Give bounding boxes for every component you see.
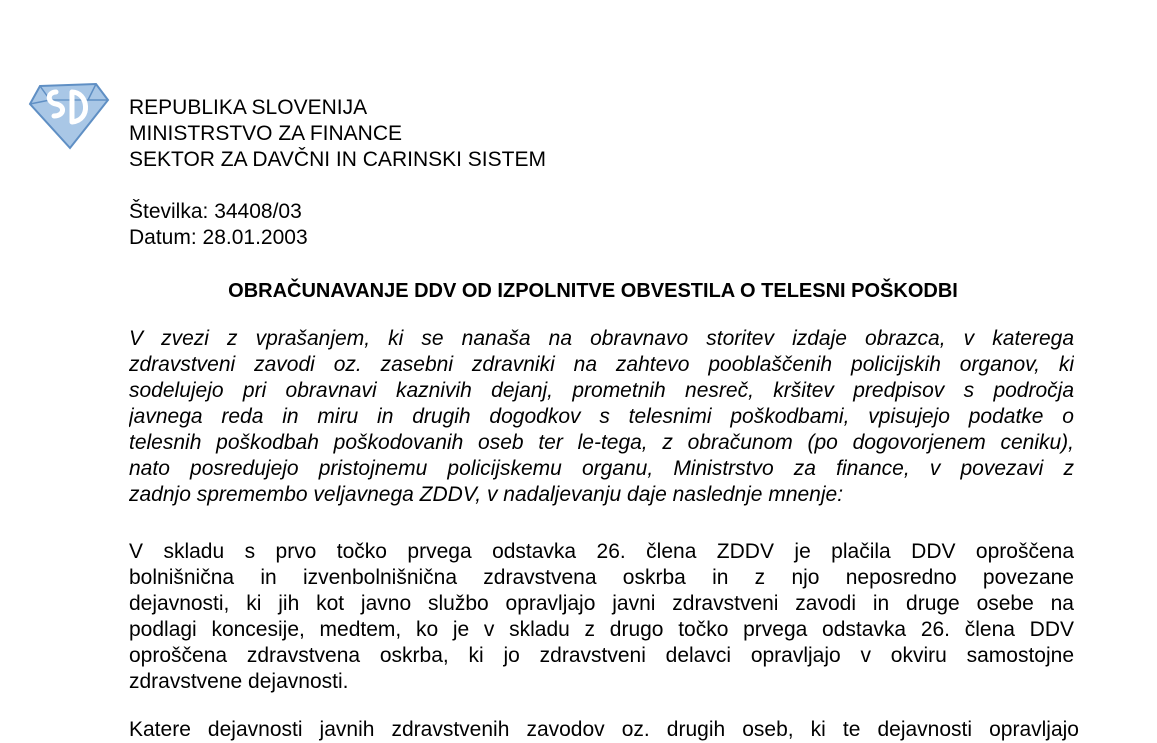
document-meta — [129, 199, 308, 251]
paragraph-line: oproščena zdravstvena oskrba, ki jo zdravstveni delavci opravljajo v okviru samostojne — [129, 644, 1074, 667]
header-republic: REPUBLIKA SLOVENIJA — [129, 96, 368, 119]
paragraph-line: bolnišnična in izvenbolnišnična zdravstvena oskrba in z njo neposredno povezane — [129, 566, 1074, 589]
paragraph-line: nato posredujejo pristojnemu policijskemu organu, Ministrstvo za finance, v povezavi z — [129, 457, 1074, 480]
document-number: Številka: 34408/03 — [129, 200, 302, 223]
paragraph-line: V zvezi z vprašanjem, ki se nanaša na obravnavo storitev izdaje obrazca, v katerega — [129, 327, 1074, 350]
paragraph-intro — [129, 326, 1074, 508]
header-sector: SEKTOR ZA DAVČNI IN CARINSKI SISTEM — [129, 148, 546, 171]
document-date: Datum: 28.01.2003 — [129, 226, 308, 249]
paragraph-line: V skladu s prvo točko prvega odstavka 26. člena ZDDV je plačila DDV oproščena — [129, 540, 1074, 563]
document-title: OBRAČUNAVANJE DDV OD IZPOLNITVE OBVESTILA O TELESNI POŠKODBI — [228, 280, 958, 302]
paragraph-line: zadnjo spremembo veljavnega ZDDV, v nadaljevanju daje naslednje mnenje: — [129, 483, 844, 506]
paragraph-line: zdravstvene dejavnosti. — [129, 670, 349, 693]
paragraph-line: zdravstveni zavodi oz. zasebni zdravniki na zahtevo pooblaščenih policijskih organov, ki — [129, 353, 1074, 376]
paragraph-line: telesnih poškodbah poškodovanih oseb ter le-tega, z obračunom (po dogovorjenem ceniku), — [129, 431, 1074, 454]
paragraph-line: dejavnosti, ki jih kot javno službo opravljajo javni zdravstveni zavodi in druge osebe na — [129, 592, 1074, 615]
paragraph-line: Katere dejavnosti javnih zdravstvenih zavodov oz. drugih oseb, ki te dejavnosti opravljajo — [129, 718, 1079, 741]
header-ministry: MINISTRSTVO ZA FINANCE — [129, 122, 403, 145]
paragraph-line: sodelujejo pri obravnavi kaznivih dejanj, prometnih nesreč, kršitev predpisov s področja — [129, 379, 1074, 402]
paragraph-legal — [129, 539, 1074, 695]
paragraph-line: podlagi koncesije, medtem, ko je v skladu z drugo točko prvega odstavka 26. člena DDV — [129, 618, 1074, 641]
ministry-logo-icon — [26, 78, 110, 150]
paragraph-continued — [129, 717, 1079, 743]
paragraph-line: javnega reda in miru in drugih dogodkov s telesnimi poškodbami, vpisujejo podatke o — [129, 405, 1074, 428]
letterhead — [129, 95, 546, 173]
